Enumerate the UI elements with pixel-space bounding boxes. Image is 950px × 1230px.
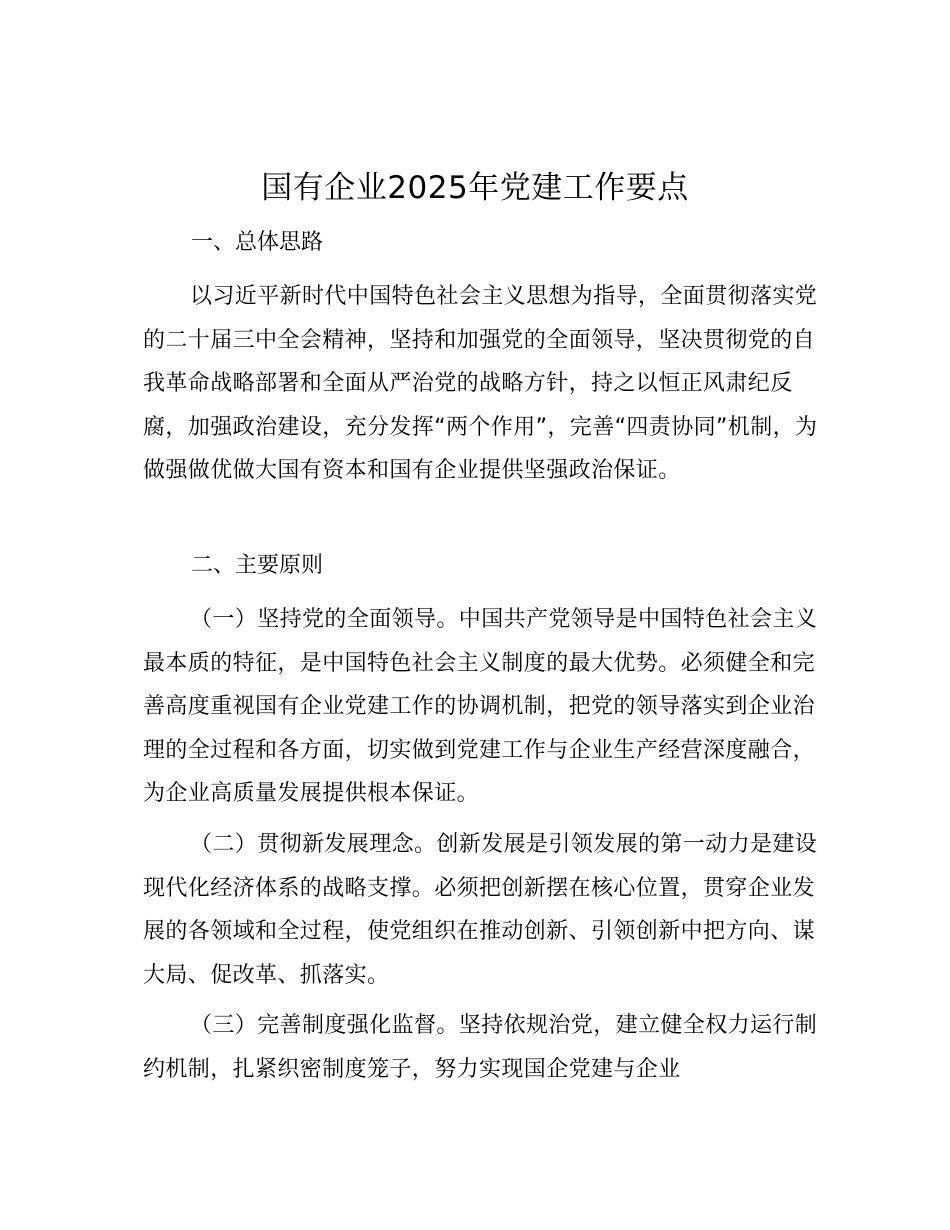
section-heading-overall-approach: 一、总体思路 — [191, 230, 324, 255]
section-heading-main-principles: 二、主要原则 — [191, 553, 324, 578]
paragraph-overall-approach: 以习近平新时代中国特色社会主义思想为指导，全面贯彻落实党的二十届三中全会精神，坚持和加强党的全面领导，坚决贯彻党的自我革命战略部署和全面从严治党的战略方针，持之以恒正风肃纪反腐，加强政治建设，充分发挥“两个作用”，完善“四责协同”机制，为做强做优做大国有资本和国有企业提供坚强政治保证。 — [143, 284, 818, 484]
paragraph-principle-1: （一）坚持党的全面领导。中国共产党领导是中国特色社会主义最本质的特征，是中国特色社会主义制度的最大优势。必须健全和完善高度重视国有企业党建工作的协调机制，把党的领导落实到企业治理的全过程和各方面，切实做到党建工作与企业生产经营深度融合，为企业高质量发展提供根本保证。 — [143, 607, 818, 807]
document-title: 国有企业2025年党建工作要点 — [261, 170, 689, 206]
paragraph-principle-3: （三）完善制度强化监督。坚持依规治党，建立健全权力运行制约机制，扎紧织密制度笼子，努力实现国企党建与企业 — [143, 1013, 818, 1082]
paragraph-principle-2: （二）贯彻新发展理念。创新发展是引领发展的第一动力是建设现代化经济体系的战略支撑。必须把创新摆在核心位置，贯穿企业发展的各领域和全过程，使党组织在推动创新、引领创新中把方向、谋大局、促改革、抓落实。 — [143, 832, 818, 988]
